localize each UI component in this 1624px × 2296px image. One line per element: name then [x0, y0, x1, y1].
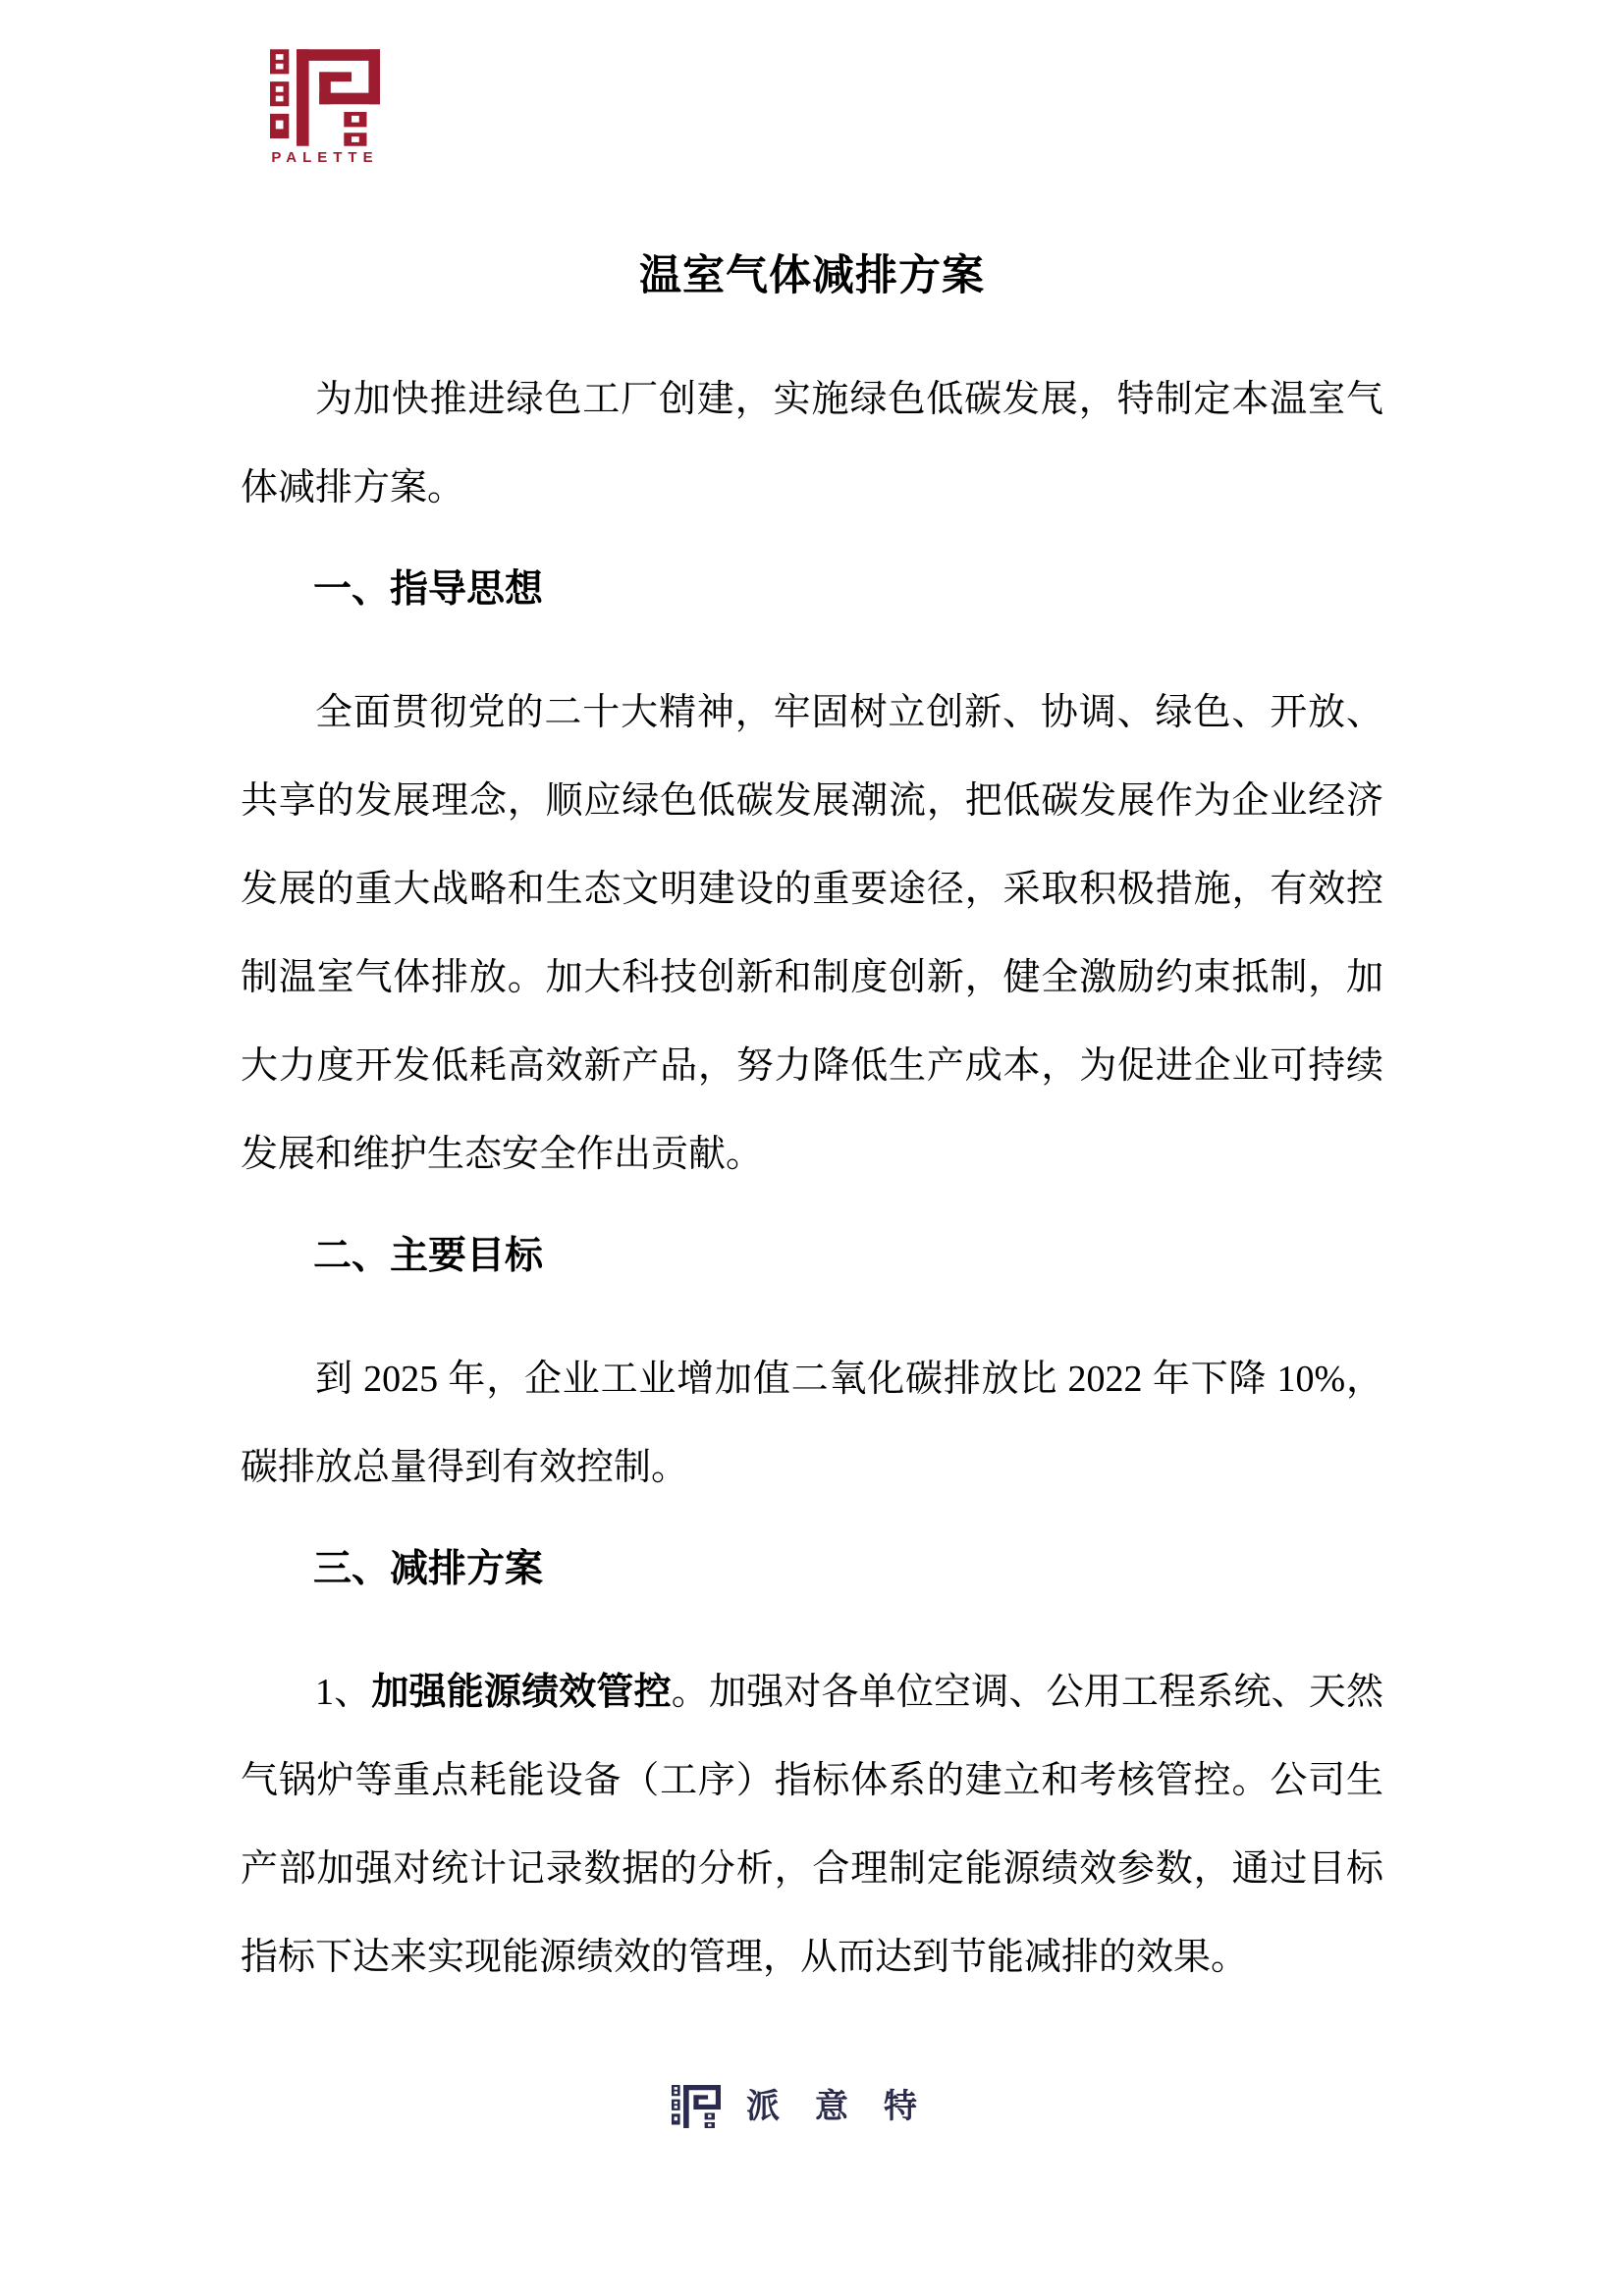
body-paragraph: 全面贯彻党的二十大精神，牢固树立创新、协调、绿色、开放、共享的发展理念，顺应绿色低碳发展潮流，把低碳发展作为企业经济发展的重大战略和生态文明建设的重要途径，采取积极措施，有效控制温室气体排放。加大科技创新和制度创新，健全激励约束抵制，加大力度开发低耗高效新产品，努力降低生产成本，为促进企业可持续发展和维护生态安全作出贡献。: [241, 692, 1383, 1175]
document-title: 温室气体减排方案: [639, 253, 985, 299]
section-heading: 二、主要目标: [313, 1235, 544, 1277]
footer-brand-text: 派意特: [746, 2088, 952, 2125]
document-body: [241, 355, 1383, 2002]
section-heading: 一、指导思想: [313, 568, 544, 611]
section-heading: 三、减排方案: [313, 1548, 544, 1590]
palette-wordmark: PALETTE: [271, 149, 379, 166]
body-paragraph: 为加快推进绿色工厂创建，实施绿色低碳发展，特制定本温室气体减排方案。: [241, 379, 1383, 508]
paiyite-logo-icon: [672, 2085, 721, 2128]
body-paragraph: 到 2025 年，企业工业增加值二氧化碳排放比 2022 年下降 10%，碳排放总量得到有效控制。: [241, 1359, 1383, 1488]
body-paragraph: 1、加强能源绩效管控。加强对各单位空调、公用工程系统、天然气锅炉等重点耗能设备（工序）指标体系的建立和考核管控。公司生产部加强对统计记录数据的分析，合理制定能源绩效参数，通过目标指标下达来实现能源绩效的管理，从而达到节能减排的效果。: [241, 1672, 1383, 1978]
paragraph-bold-lead: 加强能源绩效管控: [371, 1672, 672, 1713]
footer-brand: [0, 2085, 1624, 2128]
document-content: [241, 0, 1383, 2002]
